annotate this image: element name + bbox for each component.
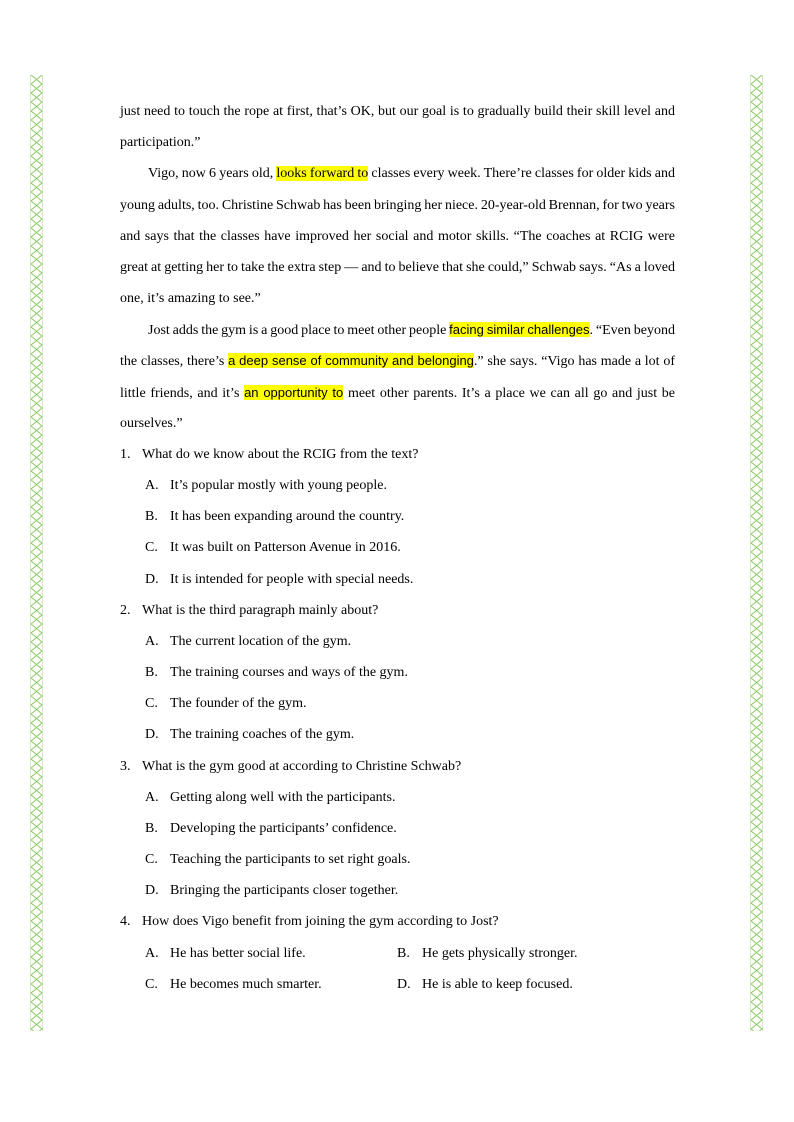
- option-c: [145, 969, 397, 1000]
- option-b: [120, 813, 675, 844]
- question-text: What do we know about the RCIG from the text?: [142, 446, 419, 462]
- option-b: [120, 501, 675, 532]
- question-text: What is the third paragraph mainly about?: [142, 602, 379, 618]
- passage-text: just need to touch the rope at first, that’s OK, but our goal is to gradually build their skill level and: [120, 104, 675, 119]
- highlighted-phrase: facing similar challenges: [449, 322, 590, 338]
- passage-text: .” she says. “Vigo has made a lot of: [473, 354, 675, 370]
- option-row: [120, 938, 675, 969]
- option-c: [120, 532, 675, 563]
- question-number: 2.: [120, 602, 131, 618]
- passage-line: [120, 345, 675, 376]
- passage-text: Vigo, now 6 years old,: [148, 166, 277, 182]
- passage-line: [120, 190, 675, 221]
- option-text: Developing the participants’ confidence.: [170, 820, 397, 836]
- passage-line: [120, 96, 675, 127]
- question-number: 3.: [120, 758, 131, 774]
- option-a: [145, 938, 397, 969]
- question-text: How does Vigo benefit from joining the gym according to Jost?: [142, 914, 499, 930]
- option-letter: D.: [145, 727, 159, 743]
- option-text: He gets physically stronger.: [422, 945, 578, 961]
- option-b: [397, 938, 578, 969]
- option-text: The current location of the gym.: [170, 633, 352, 649]
- question-number: 1.: [120, 446, 131, 462]
- passage-line: [120, 252, 675, 283]
- option-letter: C.: [145, 852, 158, 868]
- question-stem: [120, 906, 675, 937]
- passage-line: [120, 283, 675, 314]
- passage-text: little friends, and it’s: [120, 385, 245, 401]
- option-d: [120, 875, 675, 906]
- option-letter: B.: [397, 945, 410, 961]
- passage-text: meet other parents. It’s a place we can all go and just be: [343, 385, 675, 401]
- passage-text: one, it’s amazing to see.”: [120, 291, 261, 307]
- right-border-decoration: [750, 75, 763, 1031]
- option-letter: D.: [397, 976, 411, 992]
- question-3: [120, 751, 675, 907]
- paragraph-2: [120, 158, 675, 314]
- question-stem: [120, 595, 675, 626]
- option-text: The training coaches of the gym.: [170, 727, 355, 743]
- option-text: It was built on Patterson Avenue in 2016.: [170, 540, 401, 556]
- passage-text: great at getting her to take the extra step — and to believe that she could,” Schwab says. “As a loved: [120, 259, 675, 275]
- option-text: Teaching the participants to set right goals.: [170, 852, 411, 868]
- question-text: What is the gym good at according to Christine Schwab?: [142, 758, 462, 774]
- option-text: It is intended for people with special needs.: [170, 571, 414, 587]
- option-letter: D.: [145, 883, 159, 899]
- passage-line: [120, 127, 675, 158]
- option-text: He becomes much smarter.: [170, 976, 322, 992]
- option-b: [120, 657, 675, 688]
- option-a: [120, 470, 675, 501]
- left-border-decoration: [30, 75, 43, 1031]
- highlighted-phrase: a deep sense of community and belonging: [228, 353, 474, 369]
- option-a: [120, 626, 675, 657]
- option-letter: C.: [145, 976, 158, 992]
- option-letter: A.: [145, 945, 159, 961]
- passage-text: Jost adds the gym is a good place to meet other people: [148, 323, 450, 339]
- paragraph-1: [120, 96, 675, 158]
- option-d: [397, 969, 573, 1000]
- option-text: The training courses and ways of the gym.: [170, 665, 408, 681]
- option-text: He is able to keep focused.: [422, 976, 573, 992]
- option-letter: B.: [145, 509, 158, 525]
- option-letter: A.: [145, 633, 159, 649]
- option-letter: C.: [145, 540, 158, 556]
- question-4: [120, 906, 675, 1000]
- option-d: [120, 719, 675, 750]
- passage-text: young adults, too. Christine Schwab has been bringing her niece. 20-year-old Brennan, for two years: [120, 197, 675, 213]
- question-stem: [120, 751, 675, 782]
- option-text: The founder of the gym.: [170, 696, 307, 712]
- question-number: 4.: [120, 914, 131, 930]
- passage-line: [120, 377, 675, 408]
- question-2: [120, 595, 675, 751]
- passage-text: . “Even beyond: [589, 323, 675, 339]
- passage-text: ourselves.”: [120, 415, 183, 431]
- option-d: [120, 564, 675, 595]
- option-text: It has been expanding around the country.: [170, 509, 405, 525]
- document-body: [120, 96, 675, 1000]
- option-text: Getting along well with the participants.: [170, 789, 396, 805]
- passage-text: participation.”: [120, 135, 201, 151]
- passage-line: [120, 221, 675, 252]
- option-text: Bringing the participants closer together.: [170, 883, 399, 899]
- passage-line: [120, 158, 675, 189]
- highlighted-phrase: an opportunity to: [244, 384, 344, 400]
- passage-text: and says that the classes have improved her social and motor skills. “The coaches at RCIG were: [120, 228, 675, 244]
- question-1: [120, 439, 675, 595]
- highlighted-phrase: looks forward to: [276, 166, 369, 182]
- option-text: He has better social life.: [170, 945, 306, 961]
- option-letter: A.: [145, 789, 159, 805]
- option-text: It’s popular mostly with young people.: [170, 478, 387, 494]
- question-stem: [120, 439, 675, 470]
- option-letter: A.: [145, 478, 159, 494]
- option-letter: B.: [145, 820, 158, 836]
- option-a: [120, 782, 675, 813]
- passage-line: [120, 314, 675, 345]
- option-c: [120, 688, 675, 719]
- option-c: [120, 844, 675, 875]
- option-row: [120, 969, 675, 1000]
- option-letter: D.: [145, 571, 159, 587]
- passage-text: classes every week. There’re classes for older kids and: [368, 166, 675, 182]
- passage-line: [120, 408, 675, 439]
- paragraph-3: [120, 314, 675, 439]
- passage-text: the classes, there’s: [120, 354, 229, 370]
- option-letter: C.: [145, 696, 158, 712]
- option-letter: B.: [145, 665, 158, 681]
